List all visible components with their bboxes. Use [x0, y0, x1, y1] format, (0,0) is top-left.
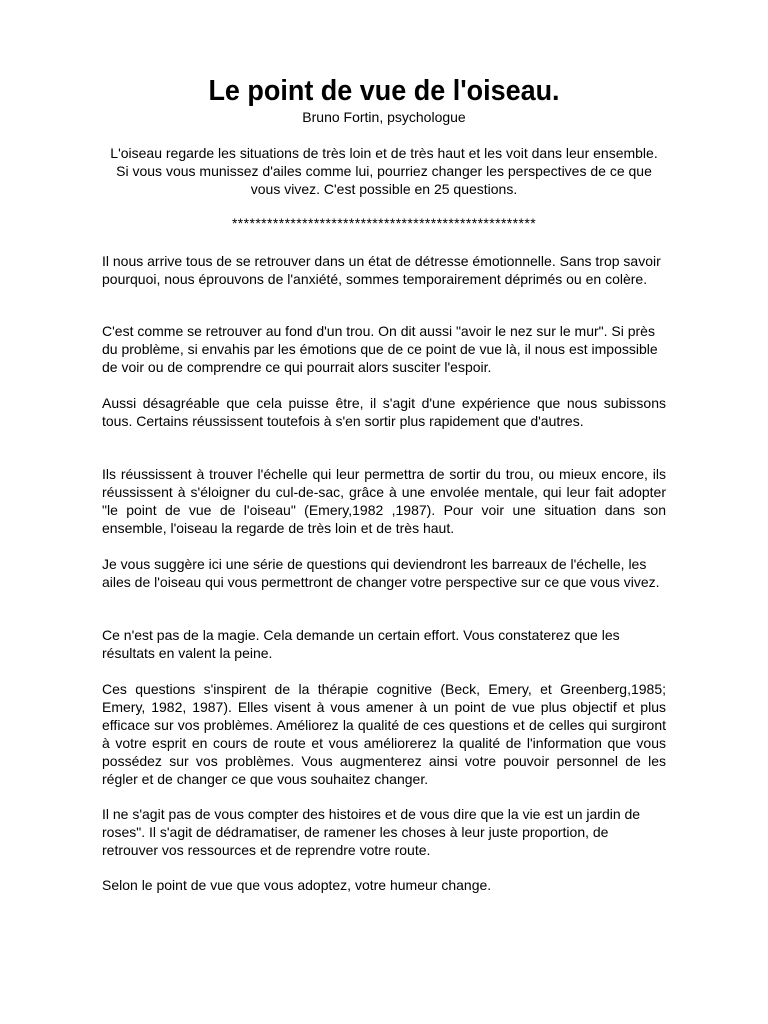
intro-paragraph: L'oiseau regarde les situations de très loin et de très haut et les voit dans leur ensemble. Si vous vous munissez d'ailes comme lui, pourriez changer les perspectives de ce que vous vivez. C'est possible en 25 questions. — [110, 145, 658, 197]
paragraph-2: C'est comme se retrouver au fond d'un trou. On dit aussi "avoir le nez sur le mur". Si près du problème, si envahis par les émotions que de ce point de vue là, il nous est impossible de voir ou de comprendre ce qui pourrait alors susciter l'espoir. — [102, 323, 658, 375]
paragraph-6: Ce n'est pas de la magie. Cela demande un certain effort. Vous constaterez que les résultats en valent la peine. — [102, 627, 620, 661]
paragraph-1: Il nous arrive tous de se retrouver dans un état de détresse émotionnelle. Sans trop savoir pourquoi, nous éprouvons de l'anxiété, sommes temporairement déprimés ou en colère. — [102, 253, 661, 287]
paragraph-4: Ils réussissent à trouver l'échelle qui leur permettra de sortir du trou, ou mieux encore, ils réussissent à s'éloigner du cul-de-sac, grâce à une envolée mentale, qui leur fait adopter "le point de vue de l'oiseau" (Emery,1982 ,1987). Pour voir une situation dans son ensemble, l'oiseau la regarde de très loin et de très haut. — [102, 466, 666, 536]
paragraph-7: Ces questions s'inspirent de la thérapie cognitive (Beck, Emery, et Greenberg,1985; Emery, 1982, 1987). Elles visent à vous amener à un point de vue plus objectif et plus efficace sur vos problèmes. Améliorez la qualité de ces questions et de celles qui surgiront à votre esprit en cours de route et vous améliorerez la qualité de l'information que vous possédez sur vos problèmes. Vous augmenterez ainsi votre pouvoir personnel de les régler et de changer ce que vous souhaitez changer. — [102, 681, 666, 787]
document-author: Bruno Fortin, psychologue — [302, 109, 466, 125]
paragraph-3: Aussi désagréable que cela puisse être, il s'agit d'une expérience que nous subissons tous. Certains réussissent toutefois à s'en sortir plus rapidement que d'autres. — [102, 395, 666, 429]
paragraph-5: Je vous suggère ici une série de questions qui deviendront les barreaux de l'échelle, les ailes de l'oiseau qui vous permettront de changer votre perspective sur ce que vous vivez. — [102, 556, 660, 590]
paragraph-9: Selon le point de vue que vous adoptez, votre humeur change. — [102, 877, 492, 893]
paragraph-8: Il ne s'agit pas de vous compter des histoires et de vous dire que la vie est un jardin de roses". Il s'agit de dédramatiser, de ramener les choses à leur juste proportion, de retrouver vos ressources et de reprendre votre route. — [102, 806, 641, 858]
separator-line: **************************************************** — [231, 215, 537, 231]
document-title: Le point de vue de l'oiseau. — [208, 75, 560, 107]
